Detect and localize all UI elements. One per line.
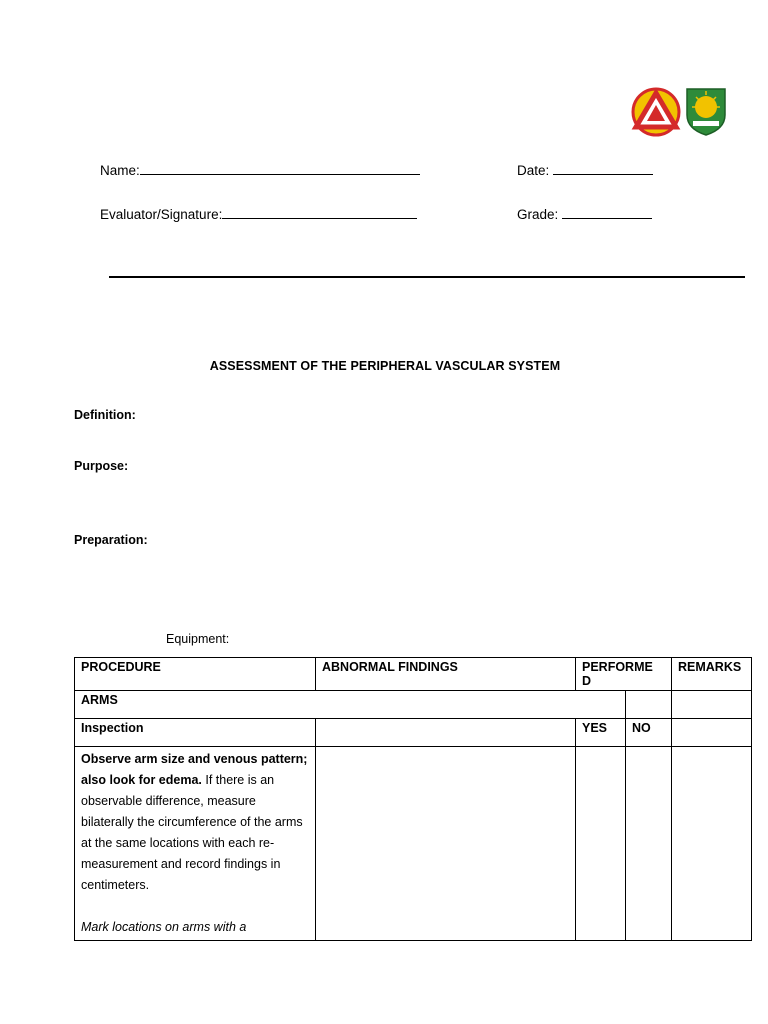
table-cell	[672, 719, 752, 747]
table-row	[75, 691, 752, 719]
evaluator-label: Evaluator/Signature:	[100, 207, 223, 222]
table-cell	[316, 719, 576, 747]
grade-blank[interactable]	[562, 205, 652, 219]
yes-header: YES	[576, 719, 626, 747]
section-arms: ARMS	[75, 691, 626, 719]
date-field	[517, 161, 653, 178]
no-header: NO	[626, 719, 672, 747]
table-row	[75, 747, 752, 941]
date-blank[interactable]	[553, 161, 653, 175]
performed-header-line1: PERFORME	[582, 660, 653, 674]
name-label: Name:	[100, 163, 140, 178]
abnormal-findings-cell[interactable]	[316, 747, 576, 941]
purpose-label: Purpose:	[74, 459, 129, 473]
procedure-header: PROCEDURE	[75, 658, 316, 691]
page-title: ASSESSMENT OF THE PERIPHERAL VASCULAR SYSTEM	[209, 359, 561, 373]
name-blank[interactable]	[140, 161, 420, 175]
college-seal-icon	[683, 85, 729, 137]
step-italic-text: Mark locations on arms with a	[81, 920, 247, 934]
equipment-label: Equipment:	[166, 632, 230, 646]
evaluator-field	[100, 205, 417, 222]
step-bold-text: Observe arm size and venous pattern; also look for edema.	[81, 752, 308, 787]
name-field	[100, 161, 420, 178]
procedure-step-arm-size	[75, 747, 316, 941]
preparation-label: Preparation:	[74, 533, 148, 547]
header-divider	[109, 276, 745, 278]
performed-header	[576, 658, 672, 691]
university-logo-icon	[629, 87, 683, 137]
table-header-row	[75, 658, 752, 691]
yes-checkbox-cell[interactable]	[576, 747, 626, 941]
date-label: Date:	[517, 163, 550, 178]
evaluator-blank[interactable]	[222, 205, 417, 219]
remarks-cell[interactable]	[672, 747, 752, 941]
table-cell	[626, 691, 672, 719]
no-checkbox-cell[interactable]	[626, 747, 672, 941]
grade-field	[517, 205, 652, 222]
definition-label: Definition:	[74, 408, 136, 422]
table-row	[75, 719, 752, 747]
abnormal-findings-header: ABNORMAL FINDINGS	[316, 658, 576, 691]
grade-label: Grade:	[517, 207, 559, 222]
performed-header-line2: D	[582, 674, 592, 688]
procedure-table	[74, 657, 752, 941]
table-cell	[672, 691, 752, 719]
inspection-cell: Inspection	[75, 719, 316, 747]
step-normal-text: If there is an observable difference, measure bilaterally the circumference of the arms at the same locations with each re-measurement and record findings in centimeters.	[81, 773, 303, 892]
remarks-header: REMARKS	[672, 658, 752, 691]
